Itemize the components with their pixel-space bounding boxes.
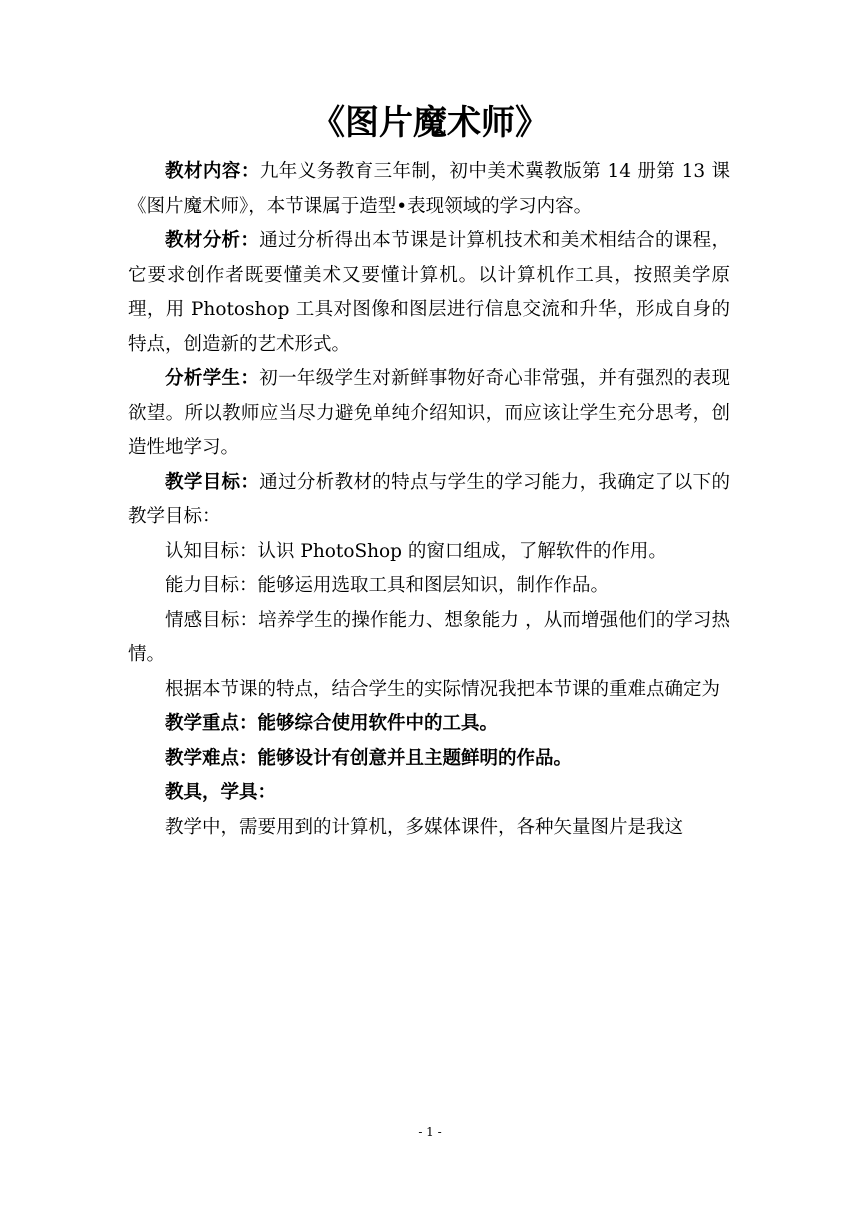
paragraph-analysis [128,224,730,362]
paragraph-label: 教学重点：能够综合使用软件中的工具。 [165,713,499,734]
document-title: 《图片魔术师》 [311,103,549,143]
paragraph-text: 根据本节课的特点，结合学生的实际情况我把本节课的重难点确定为 [165,678,721,700]
paragraph-text: 通过分析教材的特点与学生的学习能力，我确定了以下的教学目标： [128,471,730,527]
paragraph-label: 教材内容： [165,161,260,182]
paragraph-text: 九年义务教育三年制，初中美术冀教版第 14 册第 13 课《图片魔术师》，本节课属于造型•表现领域的学习内容。 [128,161,730,217]
paragraph-label: 教学难点：能够设计有创意并且主题鲜明的作品。 [165,747,573,769]
paragraph-text: 认知目标：认识 PhotoShop 的窗口组成，了解软件的作用。 [165,540,667,562]
paragraph-text: 情感目标：培养学生的操作能力、想象能力 ，从而增强他们的学习热情。 [128,609,730,665]
paragraph-key-point [128,707,730,742]
paragraph-cognitive-goal [128,535,730,570]
paragraph-focus-intro [128,673,730,708]
paragraph-label: 分析学生： [165,368,260,389]
paragraph-text: 通过分析得出本节课是计算机技术和美术相结合的课程，它要求创作者既要懂美术又要懂计算机。以计算机作工具，按照美学原理，用 Photoshop 工具对图像和图层进行信息交流和升华，形成自身的特点，创造新的艺术形式。 [128,230,730,355]
paragraph-teaching-aids [128,776,730,811]
paragraph-text: 初一年级学生对新鲜事物好奇心非常强，并有强烈的表现欲望。所以教师应当尽力避免单纯介绍知识，而应该让学生充分思考，创造性地学习。 [128,368,730,458]
paragraph-students [128,362,730,466]
paragraph-text: 教学中，需要用到的计算机，多媒体课件，各种矢量图片是我这 [165,816,684,838]
paragraph-ability-goal [128,569,730,604]
paragraph-label: 教具，学具： [165,782,277,803]
paragraph-teaching-aids-text [128,811,730,846]
paragraph-text: 能力目标：能够运用选取工具和图层知识，制作作品。 [165,575,610,596]
paragraph-difficult-point [128,742,730,777]
paragraph-emotion-goal [128,604,730,673]
page-number: - 1 - [418,1125,442,1139]
paragraph-goals [128,466,730,535]
paragraph-label: 教学目标： [165,471,260,493]
document-body [128,155,730,845]
paragraph-content [128,155,730,224]
paragraph-label: 教材分析： [165,230,260,251]
